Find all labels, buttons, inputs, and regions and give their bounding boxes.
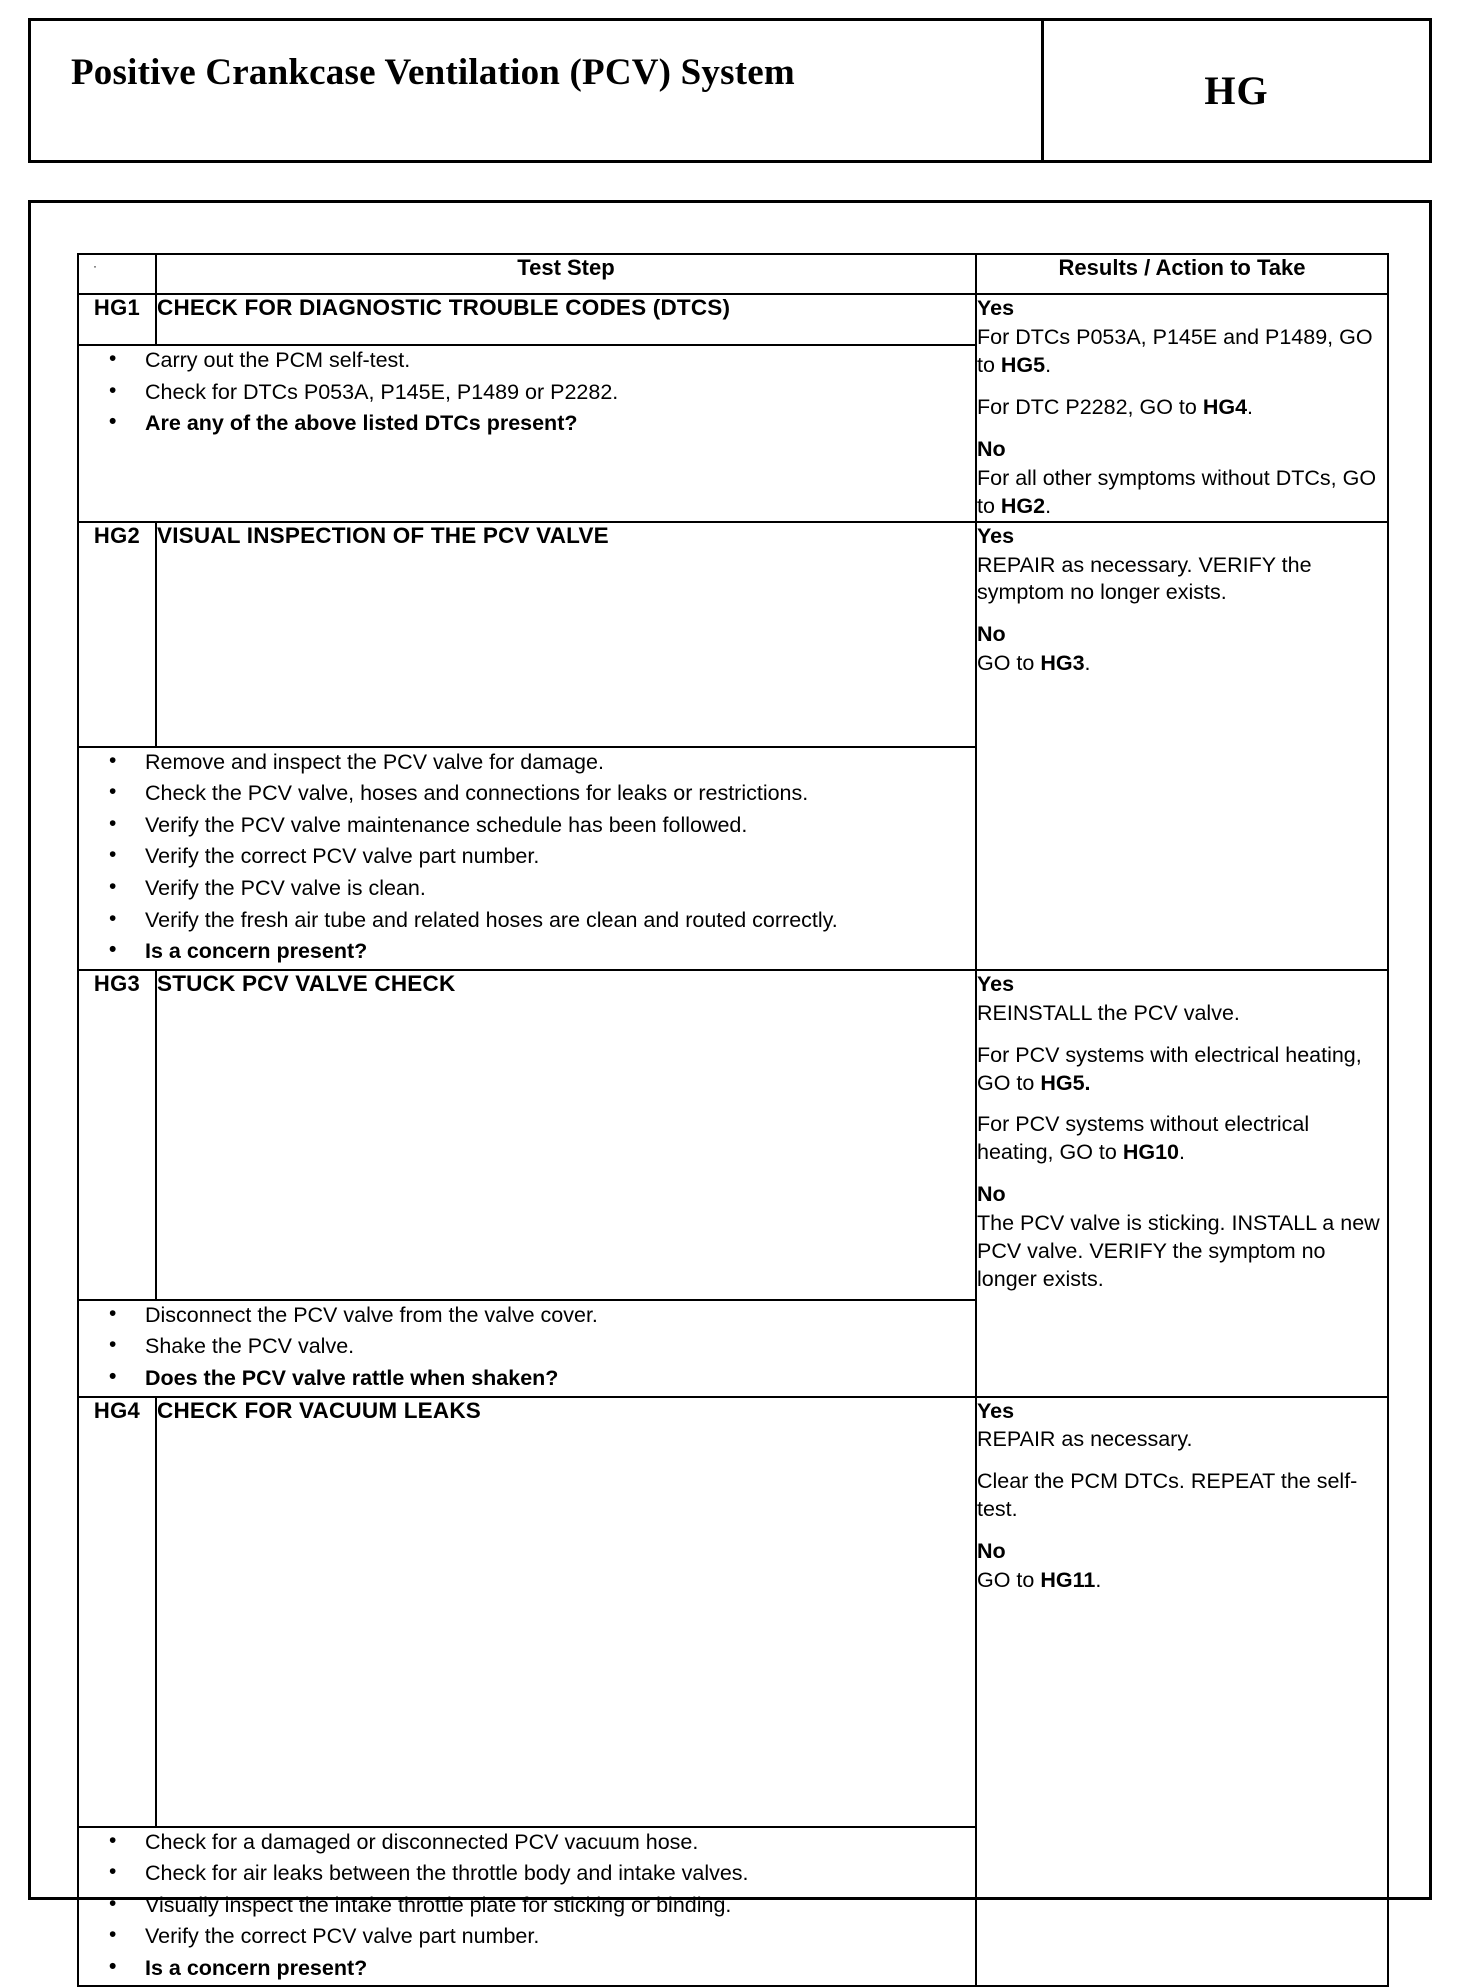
results-content — [977, 523, 1387, 679]
list-item: • Verify the correct PCV valve part number. — [79, 842, 975, 871]
step-results — [976, 970, 1388, 1397]
list-item: • Is a concern present? — [79, 937, 975, 966]
result-answer-label: Yes — [977, 523, 1015, 548]
result-action-text: For DTC P2282, GO to HG4. — [977, 394, 1254, 419]
step-id: HG1 — [78, 294, 156, 345]
list-item: • Verify the fresh air tube and related hoses are clean and routed correctly. — [79, 906, 975, 935]
section-code: HG — [1041, 21, 1429, 160]
result-action-text: For DTCs P053A, P145E and P1489, GO to HG5. — [977, 324, 1373, 377]
result-action-text: GO to HG11. — [977, 1568, 1102, 1593]
instruction-list — [79, 1828, 975, 1983]
step-results — [976, 294, 1388, 522]
result-action-text: For PCV systems with electrical heating, GO to HG5. — [977, 1042, 1362, 1095]
result-action-text: For all other symptoms without DTCs, GO to HG2. — [977, 465, 1377, 518]
results-content — [977, 971, 1387, 1294]
table-row — [78, 970, 1388, 1300]
result-action-text: For PCV systems without electrical heating, GO to HG10. — [977, 1112, 1310, 1165]
result-action-text: The PCV valve is sticking. INSTALL a new PCV valve. VERIFY the symptom no longer exists. — [977, 1211, 1380, 1292]
list-item: • Check for a damaged or disconnected PCV vacuum hose. — [79, 1828, 975, 1857]
list-item: • Verify the PCV valve maintenance schedule has been followed. — [79, 811, 975, 840]
result-action-text: REPAIR as necessary. VERIFY the symptom no longer exists. — [977, 552, 1312, 605]
list-item: • Shake the PCV valve. — [79, 1332, 975, 1361]
step-id: HG3 — [78, 970, 156, 1300]
step-title: CHECK FOR DIAGNOSTIC TROUBLE CODES (DTCS) — [156, 294, 976, 345]
list-item: • Carry out the PCM self-test. — [79, 346, 975, 375]
list-item: • Disconnect the PCV valve from the valve cover. — [79, 1301, 975, 1330]
result-action-text: Clear the PCM DTCs. REPEAT the self-test. — [977, 1469, 1358, 1522]
result-action-text: GO to HG3. — [977, 651, 1091, 676]
table-row — [78, 522, 1388, 747]
header-cell-test-step: Test Step — [156, 254, 976, 294]
page-header — [28, 18, 1432, 163]
result-answer-label: No — [977, 622, 1006, 647]
result-answer-label: Yes — [977, 1398, 1015, 1423]
step-instructions — [78, 1300, 976, 1397]
step-results — [976, 522, 1388, 970]
table-header-row — [78, 254, 1388, 294]
instruction-list — [79, 748, 975, 966]
list-item: • Check the PCV valve, hoses and connections for leaks or restrictions. — [79, 779, 975, 808]
step-title: CHECK FOR VACUUM LEAKS — [156, 1397, 976, 1827]
list-item: • Remove and inspect the PCV valve for damage. — [79, 748, 975, 777]
page-title: Positive Crankcase Ventilation (PCV) System — [71, 52, 795, 93]
result-answer-label: No — [977, 1539, 1006, 1564]
header-cell-results: Results / Action to Take — [976, 254, 1388, 294]
list-item: • Are any of the above listed DTCs present? — [79, 409, 975, 438]
result-answer-label: Yes — [977, 971, 1015, 996]
results-content — [977, 1398, 1387, 1596]
results-content — [977, 295, 1387, 521]
list-item: • Check for DTCs P053A, P145E, P1489 or P2282. — [79, 378, 975, 407]
step-id: HG4 — [78, 1397, 156, 1827]
list-item: • Does the PCV valve rattle when shaken? — [79, 1364, 975, 1393]
step-title: STUCK PCV VALVE CHECK — [156, 970, 976, 1300]
table-body — [78, 254, 1388, 1986]
step-instructions — [78, 345, 976, 522]
table-row — [78, 294, 1388, 345]
diagnostic-table — [77, 253, 1389, 1987]
step-results — [976, 1397, 1388, 1987]
step-id: HG2 — [78, 522, 156, 747]
step-instructions — [78, 747, 976, 970]
result-answer-label: No — [977, 1182, 1006, 1207]
step-title: VISUAL INSPECTION OF THE PCV VALVE — [156, 522, 976, 747]
list-item: • Visually inspect the intake throttle plate for sticking or binding. — [79, 1891, 975, 1920]
step-instructions — [78, 1827, 976, 1987]
list-item: • Verify the correct PCV valve part number. — [79, 1922, 975, 1951]
content-frame — [28, 200, 1432, 1980]
list-item: • Verify the PCV valve is clean. — [79, 874, 975, 903]
result-action-text: REINSTALL the PCV valve. — [977, 1000, 1240, 1025]
result-answer-label: Yes — [977, 296, 1015, 320]
result-answer-label: No — [977, 436, 1006, 461]
instruction-list — [79, 346, 975, 438]
table-row — [78, 1397, 1388, 1827]
instruction-list — [79, 1301, 975, 1393]
list-item: • Check for air leaks between the throttle body and intake valves. — [79, 1859, 975, 1888]
list-item: • Is a concern present? — [79, 1954, 975, 1983]
result-action-text: REPAIR as necessary. — [977, 1427, 1193, 1452]
header-cell-id: · — [78, 254, 156, 294]
